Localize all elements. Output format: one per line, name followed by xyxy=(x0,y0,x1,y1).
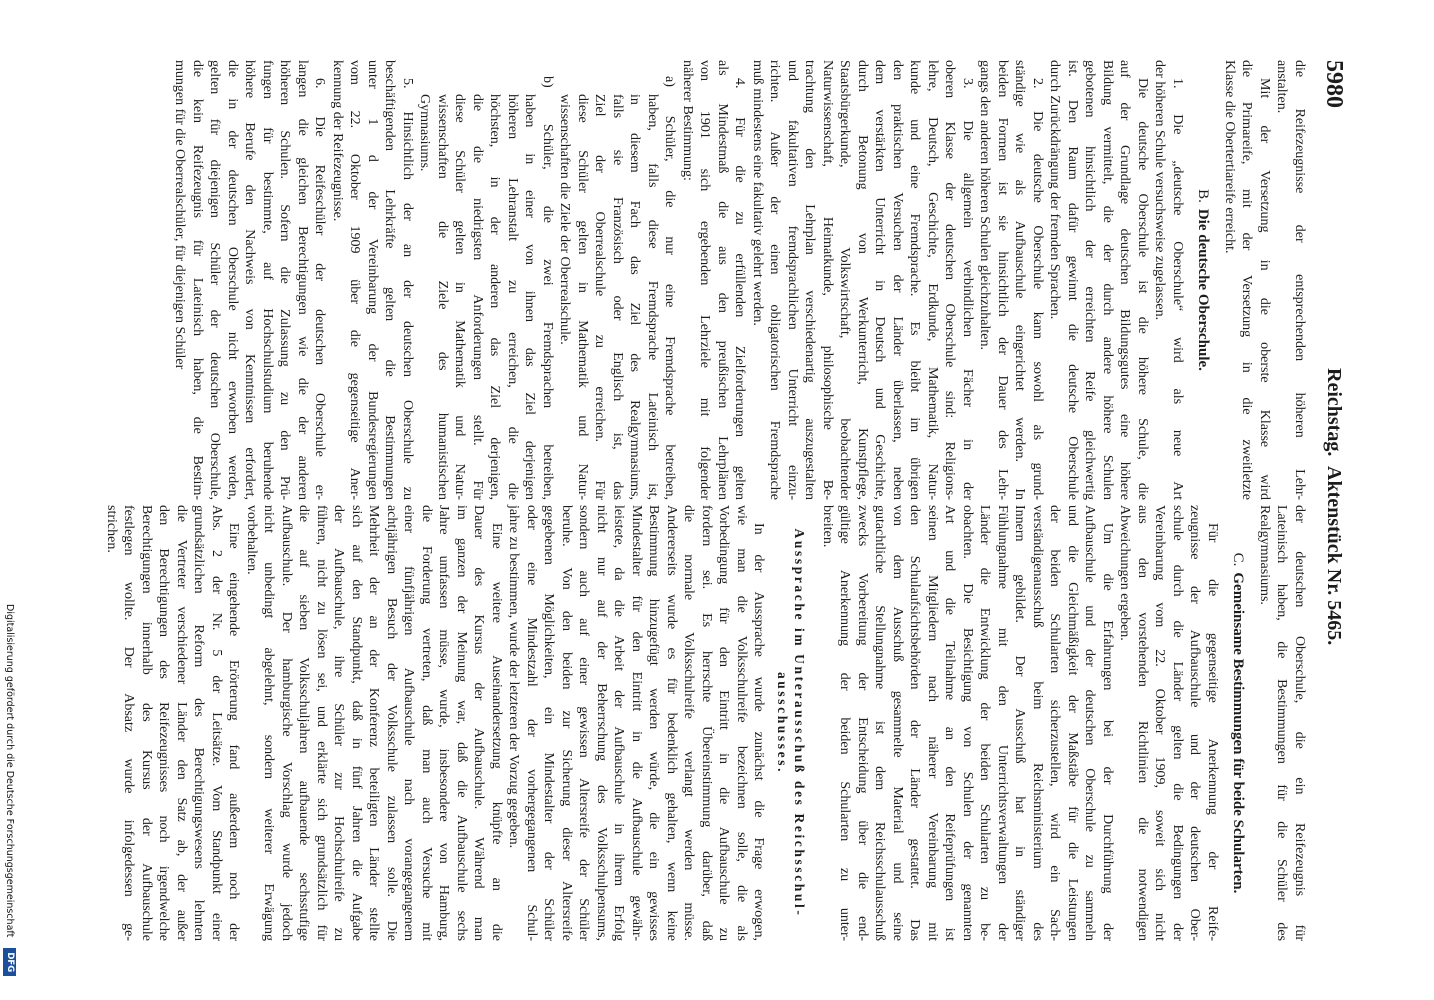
text-line: höchsten, in der anderen das Ziel derjenigen, xyxy=(487,94,503,500)
text-line: Mit der Versetzung in die oberste Klasse wird xyxy=(1257,78,1272,500)
paragraph xyxy=(1221,60,1274,500)
text-line: falls sie Französisch oder Englisch ist, das xyxy=(610,94,625,500)
text-line: gegebenen Möglichkeiten, ein Mindestalter der Schüler xyxy=(541,505,557,941)
text-line: Vorbedingung für den Eintritt in die Aufbauschule zu xyxy=(716,505,732,941)
digitization-credit xyxy=(3,604,16,976)
text-line: gebotenen hinsichtlich der erreichten Reife gleichwertig xyxy=(1082,60,1098,500)
text-line: näherer Bestimmung: xyxy=(680,60,695,181)
paragraph xyxy=(103,505,243,941)
text-line: schule durch die Länder gelten die Bedingungen der xyxy=(1170,505,1185,941)
text-line: richten. Außer der einen obligatorischen Fremdsprache xyxy=(767,60,783,500)
text-line: der Aufbauschule, ihre Schüler zur Hochschulreife zu xyxy=(331,505,347,941)
text-line: sich auf den Standpunkt, daß in fünf Jahren die Aufgabe xyxy=(349,505,364,941)
text-line: 4. Für die zu erfüllenden Zielforderungen gelten xyxy=(732,78,748,500)
section-heading-label: C. xyxy=(1230,552,1247,567)
text-line: seinen Mitgliedern nach näherer Vereinbarung mit xyxy=(925,505,940,941)
text-line: vom 22. Oktober 1909 über die gegenseitige Aner- xyxy=(347,60,363,500)
text-line: gelten für diejenigen Schüler der deutschen Oberschule, xyxy=(207,60,223,500)
text-line: unter 1 d der Vereinbarung der Bundesregierungen xyxy=(365,60,380,500)
text-line: Mindestalter für den Eintritt in die Aufbauschule gewähr- xyxy=(629,505,644,941)
text-line: zeugnisse der Aufbauschule und der deutschen Ober- xyxy=(1187,505,1203,941)
text-line: von 1901 sich ergebenden Lehrziele mit folgender xyxy=(697,60,713,500)
dfg-logo-icon: DFG xyxy=(3,948,16,976)
running-head-document-number: Aktenstück Nr. 5465. xyxy=(1323,466,1345,646)
text-line: zwecks Vorbereitung der Entscheidung über die end- xyxy=(855,505,870,941)
text-line: ist. Den Raum dafür gewinnt die deutsche Oberschule xyxy=(1065,60,1080,500)
text-line: Aufbauschule und der deutschen Oberschule zu sammeln xyxy=(1082,505,1098,941)
text-line: Mehrheit der an der Konferenz beteiligten Länder stellte xyxy=(366,505,382,941)
text-line: Jahre umfassen müsse, wurde, insbesondere von Hamburg, xyxy=(436,505,452,941)
text-line: Dauer des Kursus der Aufbauschule. Während man xyxy=(471,505,487,941)
text-line: durch Betonung von Werkunterricht, Kunstpflege, xyxy=(855,60,870,500)
text-line: den praktischen Versuchen der Länder überlassen, neben xyxy=(890,60,905,500)
text-line: Klasse die Obertertiareife erreicht. xyxy=(1222,60,1237,254)
paragraph xyxy=(1046,60,1151,500)
text-line: Eine weitere Auseinandersetzung knüpfte an die xyxy=(489,523,504,941)
text-line: Vereinbarung vom 22. Oktober 1909, soweit sich nicht xyxy=(1152,505,1168,941)
text-line: Länder die Entwicklung der beiden Schularten zu be- xyxy=(977,505,993,941)
text-line: Die deutsche Oberschule ist die höhere Schule, die xyxy=(1135,78,1150,500)
text-line: fordern sei. Es herrschte Übereinstimmung darüber, daß xyxy=(699,505,714,941)
text-line: gutachtliche Stellungnahme ist dem Reichsschulausschuß xyxy=(872,505,888,941)
paragraph xyxy=(505,505,768,941)
text-line: grundsätzlichen Reform des Berechtigungswesens lehnten xyxy=(191,505,207,941)
text-line: Ziel der Oberrealschule zu erreichen. Für xyxy=(592,94,608,500)
text-line: die Primareife, mit der Versetzung in die zweitletzte xyxy=(1239,60,1255,500)
text-line: Andererseits wurde es für bedenklich gehalten, wenn keine xyxy=(664,505,679,941)
text-line: die in der deutschen Oberschule nicht erworben werden, xyxy=(225,60,240,500)
paragraph xyxy=(749,60,977,500)
text-column-left xyxy=(171,60,1308,500)
text-line: Lateinisch haben, die Bestimmungen für die Schüler des xyxy=(1274,505,1290,941)
text-line: einer fünfjährigen Aufbauschule nach vorangegangenem xyxy=(401,505,417,941)
text-line: von dem Ausschuß gesammelte Material und seine xyxy=(890,505,905,941)
text-line: der beiden Schularten sicherzustellen, wird ein Sach- xyxy=(1047,505,1063,941)
text-line: fungen für bestimmte, auf Hochschulstudium beruhende xyxy=(260,60,275,500)
paragraph xyxy=(819,505,1117,941)
text-line: wissenschaften die Ziele des humanistischen xyxy=(435,94,450,500)
text-line: beruhe. Von den beiden zur Sicherung dieser Altersreife xyxy=(559,505,574,941)
text-line: oberen Klasse der deutschen Oberschule sind: Religions- xyxy=(942,60,958,500)
text-line: haben, falls diese Fremdsprache Lateinisch ist, xyxy=(645,94,660,500)
page-number: 5980 xyxy=(1321,60,1347,108)
text-line: der deutschen Oberschule, die ein Reifezeugnis für xyxy=(1292,505,1307,941)
text-line: und fakultativen fremdsprachlichen Unterricht einzu- xyxy=(785,60,800,500)
text-line: wissenschaften die Ziele der Oberrealschule. xyxy=(557,94,573,345)
text-line: wie man die Volksschulreife bezeichnen solle, die als xyxy=(734,505,749,941)
text-line: beschäftigenden Lehrkräfte gelten die Bestimmungen xyxy=(382,60,398,500)
text-line: 5. Hinsichtlich der an der deutschen Oberschule zu xyxy=(400,78,415,500)
text-line: kunde und eine Fremdsprache. Es bleibt im übrigen xyxy=(907,60,923,500)
paragraph xyxy=(243,505,506,941)
text-line: sondern auch auf einer gewissen Altersreife der Schüler xyxy=(576,505,592,941)
text-line: achtjährigen Besuch der Volksschule zulassen solle. Die xyxy=(384,505,399,941)
text-line: diese Schüler gelten in Mathematik und Natur- xyxy=(575,94,590,500)
section-heading xyxy=(774,505,809,941)
text-line: beiden Formen ist sie hinsichtlich der Dauer des Lehr- xyxy=(995,60,1010,500)
text-line: Realgymnasiums. xyxy=(1257,505,1272,605)
text-line: Bildung vermittelt, die der durch andere höhere Schulen xyxy=(1100,60,1115,500)
text-line: oder eine Mindestzahl der vorhergegangenen Schul- xyxy=(524,505,539,941)
text-line: obachten. Die Besichtigung von Schulen der genannten xyxy=(960,505,975,941)
text-line: und die Gleichmäßigkeit der Maßstäbe für die Leistungen xyxy=(1065,505,1080,941)
text-line: die Forderung vertreten, daß man auch Versuche mit xyxy=(419,505,434,941)
paragraph xyxy=(1116,505,1221,941)
text-line: ständige wie als Aufbauschule eingerichtet werden. In xyxy=(1012,60,1028,500)
paragraph xyxy=(329,60,417,500)
text-line: Für die gegenseitige Anerkennung der Reife- xyxy=(1205,523,1220,941)
text-line: Art und die Teilnahme an den Reifeprüfungen ist xyxy=(942,505,958,941)
text-line: Innern gebildet. Der Ausschuß hat in ständiger xyxy=(1012,505,1028,941)
text-line: Bestimmung hinzugefügt werden würde, die ein gewisses xyxy=(646,505,662,941)
text-line: Abs. 2 der Nr. 5 der Leitsätze. Vom Standpunkt einer xyxy=(209,505,224,941)
text-line: muß mindestens eine fakultativ gelehrt werden. xyxy=(750,60,765,326)
text-line: strichen. xyxy=(104,505,119,553)
text-line: Abweichungen ergeben. xyxy=(1117,505,1133,641)
text-line: diese Schüler gelten in Mathematik und Natur- xyxy=(452,94,468,500)
text-line: höheren Lehranstalt zu erreichen, die die xyxy=(505,94,520,500)
text-column-right xyxy=(103,505,1309,941)
text-line: gültige Anerkennung der beiden Schularten zu unter- xyxy=(837,505,853,941)
running-head-reichstag: Reichstag. xyxy=(1323,368,1345,457)
text-line: mungen für die Oberrealschüler, für diejenigen Schüler xyxy=(172,60,188,370)
text-line: nicht unbedingt abgelehnt, sondern weiterer Erwägung xyxy=(261,505,277,941)
text-line: b) Schüler, die zwei Fremdsprachen betreiben, xyxy=(540,76,555,500)
paragraph xyxy=(679,60,749,500)
text-line: haben in einer von ihnen das Ziel derjenigen xyxy=(522,94,538,500)
text-line: die kein Reifezeugnis für Lateinisch haben, die Bestim- xyxy=(190,60,205,500)
text-line: gangs den anderen höheren Schulen gleichzuhalten. xyxy=(977,60,993,351)
text-line: jahre zu bestimmen, wurde der letzteren der Vorzug gegeben. xyxy=(506,505,522,849)
text-line: die Vertreter verschiedener Länder den Satz ab, der außer xyxy=(174,505,189,941)
text-line: durch Zurückdrängung der fremden Sprachen. xyxy=(1047,60,1063,320)
text-line: 6. Die Reifeschüler der deutschen Oberschule er- xyxy=(312,78,328,500)
text-line: die auf sieben Volksschuljahren aufbauende sechsstufige xyxy=(296,505,312,941)
paragraph xyxy=(1256,505,1309,941)
paragraph xyxy=(976,60,1046,500)
section-heading-text: Gemeinsame Bestimmungen für beide Schularten. xyxy=(1230,572,1247,894)
list-item xyxy=(416,60,556,500)
text-line: ausschusses. xyxy=(775,671,790,775)
section-heading-text: Die deutsche Oberschule. xyxy=(1195,208,1212,371)
text-line: den Berechtigungen des Reifezeugnisses noch irgendwelche xyxy=(156,505,172,941)
text-line: verständigenausschuß beim Reichsministerium des xyxy=(1030,505,1045,941)
paragraph xyxy=(1273,60,1308,500)
list-item xyxy=(556,60,679,500)
text-line: Aufbauschule. Der hamburgische Vorschlag wurde jedoch xyxy=(279,505,294,941)
text-line: vorbehalten. xyxy=(244,505,259,575)
text-line: langen die gleichen Berechtigungen wie die der anderen xyxy=(295,60,310,500)
text-line: auf der Grundlage deutschen Bildungsgutes eine höhere xyxy=(1117,60,1133,500)
text-line: leistete, da die Arbeit der Aufbauschule in ihrem Erfolg xyxy=(611,505,627,941)
text-line: Aussprache im Unterausschuß des Reichsschul- xyxy=(792,528,808,918)
text-line: die die niedrigsten Anforderungen stellt. Für xyxy=(470,94,485,500)
section-heading-label: B. xyxy=(1195,189,1212,203)
text-line: trachtung den Lehrplan verschiedenartig auszugestalten xyxy=(802,60,818,500)
text-line: nicht nur auf der Beherrschung des Volksschulpensums, xyxy=(594,505,609,941)
text-line: höhere Berufe den Nachweis von Kenntnissen erfordert, xyxy=(242,60,258,500)
text-line: Naturwissenschaft, Heimatkunde, philosophische Be- xyxy=(820,60,835,500)
paragraph xyxy=(171,60,329,500)
text-line: die Reifezeugnisse der entsprechenden höheren Lehr- xyxy=(1292,60,1307,500)
text-line: 1. Die „deutsche Oberschule“ wird als neue Art xyxy=(1170,78,1185,500)
text-line: Berechtigungen innerhalb des Kursus der Aufbauschule xyxy=(139,505,154,941)
section-heading xyxy=(1229,505,1247,941)
text-line: als Mindestmaß die aus den preußischen Lehrplänen xyxy=(715,60,730,500)
text-line: 3. Die allgemein verbindlichen Fächer in der xyxy=(960,78,975,500)
text-line: dem verstärkten Unterricht in Deutsch und Geschichte, xyxy=(872,60,888,500)
text-line: die normale Volksschulreife verlangt werden müsse. xyxy=(681,505,697,941)
text-line: Um die Erfahrungen bei der Durchführung der xyxy=(1100,523,1115,941)
text-line: der höheren Schule versuchsweise zugelassen. xyxy=(1152,60,1168,321)
text-line: führen, nicht zu lösen sei, und erklärte sich grundsätzlich für xyxy=(314,505,329,941)
text-line: Gymnasiums. xyxy=(417,94,433,172)
text-line: festlegen wollte. Der Absatz wurde infolgedessen ge- xyxy=(121,505,137,941)
text-line: breiten. xyxy=(820,505,835,548)
text-line: kennung der Reifezeugnisse. xyxy=(330,60,345,222)
text-line: höheren Schulen. Sofern die Zulassung zu den Prü- xyxy=(277,60,293,500)
text-line: aus den vorstehenden Richtlinien die notwendigen xyxy=(1135,505,1150,941)
text-line: 2. Die deutsche Oberschule kann sowohl als grund- xyxy=(1030,78,1045,500)
text-line: Fühlungnahme mit den Unterrichtsverwaltungen der xyxy=(995,505,1010,941)
text-line: lehre, Deutsch, Geschichte, Erdkunde, Mathematik, Natur- xyxy=(925,60,940,500)
text-line: anstalten. xyxy=(1274,60,1290,114)
text-line: Eine eingehende Erörterung fand außerdem noch der xyxy=(226,523,242,941)
section-heading xyxy=(1194,60,1212,500)
text-line: In der Aussprache wurde zunächst die Frage erwogen, xyxy=(751,523,767,941)
digitization-credit-text: Digitalisierung gefördert durch die Deutsche Forschungsgemeinschaft xyxy=(4,604,15,938)
text-line: im ganzen der Meinung war, daß die Aufbauschule sechs xyxy=(454,505,469,941)
text-line: Staatsbürgerkunde, Volkswirtschaft, beobachtender xyxy=(837,60,853,500)
text-line: a) Schüler, die nur eine Fremdsprache betreiben, xyxy=(662,76,678,500)
text-line: den Schulaufsichtsbehörden der Länder gestattet. Das xyxy=(907,505,923,941)
text-line: in diesem Fach das Ziel des Realgymnasiums, xyxy=(627,94,643,500)
paragraph xyxy=(1151,60,1186,500)
